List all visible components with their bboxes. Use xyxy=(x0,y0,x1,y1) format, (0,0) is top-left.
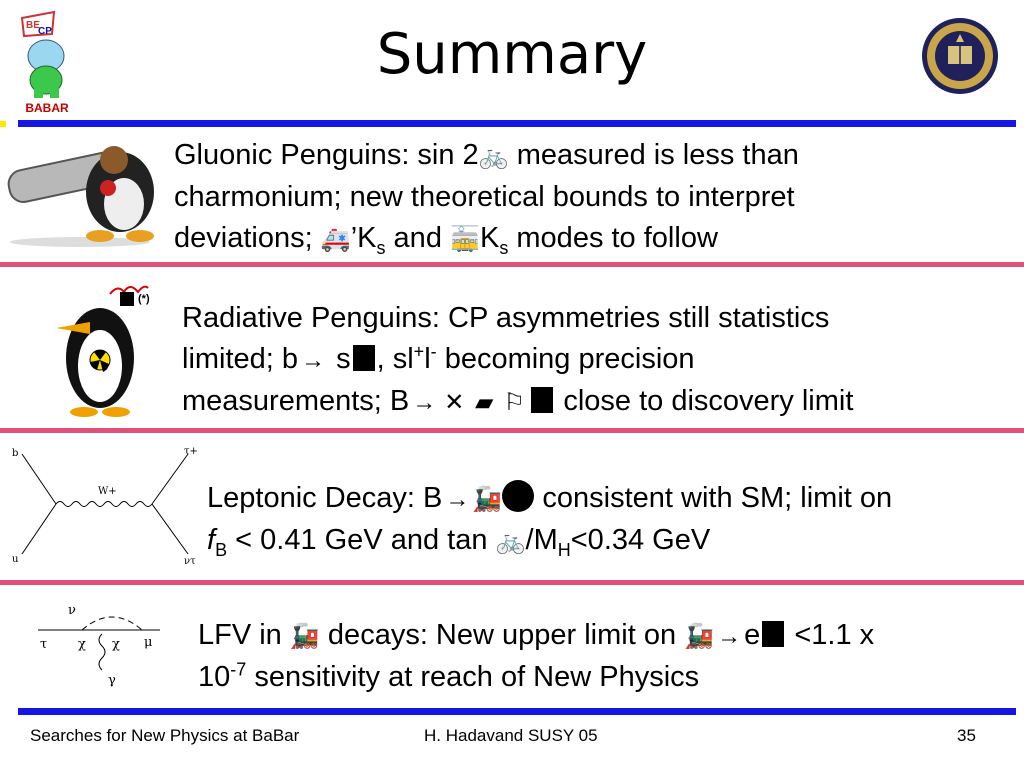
chi-label: χ xyxy=(112,637,120,652)
arrow-symbol: → xyxy=(301,347,326,374)
mu-label: μ xyxy=(144,635,153,650)
bicycle-icon: 🚲 xyxy=(495,528,526,555)
footer-divider xyxy=(18,708,1016,715)
babar-logo-text: BABAR xyxy=(25,101,69,113)
lfv-text: LFV in 🚂 decays: New upper limit on 🚂 → e <1.1 x $10^{-7}$ sensitivity at reach of New Physics xyxy=(198,615,874,698)
gluonic-penguin-image xyxy=(0,130,165,248)
flag-icon: ⚐ xyxy=(503,389,526,416)
nu-label: ντ xyxy=(184,556,196,567)
w-label: W+ xyxy=(98,486,117,497)
arrow-symbol: → xyxy=(412,389,437,416)
divider xyxy=(0,580,1024,585)
ambulance-icon: 🚑 xyxy=(320,226,351,253)
lfv-diagram xyxy=(30,598,180,690)
arrow-symbol: → xyxy=(445,486,470,513)
tram-icon: 🚋 xyxy=(450,226,480,253)
tau-label: τ xyxy=(40,637,48,652)
train-icon: 🚂 xyxy=(684,623,715,650)
header-divider xyxy=(18,120,1016,127)
gamma-label: γ xyxy=(108,673,116,688)
train-icon: 🚂 xyxy=(289,623,320,650)
babar-logo xyxy=(12,8,82,113)
radiative-penguin-image xyxy=(50,278,162,426)
leptonic-feynman-diagram xyxy=(8,442,198,568)
tau-label: τ+ xyxy=(184,446,198,457)
corner-marker xyxy=(0,121,6,127)
footer-center: H. Hadavand SUSY 05 xyxy=(424,726,598,745)
gluonic-penguins-text: Gluonic Penguins: sin 2🚲 measured is less than charmonium; new theoretical bounds to interpret deviations; $🚑’K_s$ and $🚋K_s$ modes to follow xyxy=(174,135,799,260)
u-label: u xyxy=(12,554,19,565)
photon-symbol xyxy=(531,387,553,413)
svg-text:BE: BE xyxy=(26,20,40,31)
divider xyxy=(0,262,1024,267)
chi-label: χ xyxy=(78,637,86,652)
cross-icon: ✕ xyxy=(444,389,465,416)
svg-text:CP: CP xyxy=(38,26,52,37)
photon-symbol xyxy=(762,621,784,647)
university-seal xyxy=(920,16,1000,96)
photon-label: (*) xyxy=(138,293,150,305)
divider xyxy=(0,428,1024,433)
photon-symbol xyxy=(353,345,375,371)
nu-tilde-label: ν xyxy=(68,603,76,618)
page-number: 35 xyxy=(957,726,976,745)
footer-left: Searches for New Physics at BaBar xyxy=(30,726,300,745)
bbar-label: b xyxy=(12,448,19,459)
slash-icon: ▰ xyxy=(475,389,494,416)
bicycle-icon: 🚲 xyxy=(478,143,509,170)
radiative-penguins-text: Radiative Penguins: CP asymmetries still statistics limited; b → s , sl+l- becoming precision measurements; B → ✕ ▰ ⚐ close to discovery limit xyxy=(182,298,853,423)
slide-title: Summary xyxy=(376,22,648,87)
arrow-symbol: → xyxy=(717,623,742,650)
neutrino-symbol xyxy=(502,480,534,512)
leptonic-decay-text: Leptonic Decay: B → 🚂 consistent with SM; limit on $f_B < 0.41$ GeV and $\tan 🚲/M_H<0.34$ GeV xyxy=(207,478,892,562)
train-icon: 🚂 xyxy=(472,486,503,513)
